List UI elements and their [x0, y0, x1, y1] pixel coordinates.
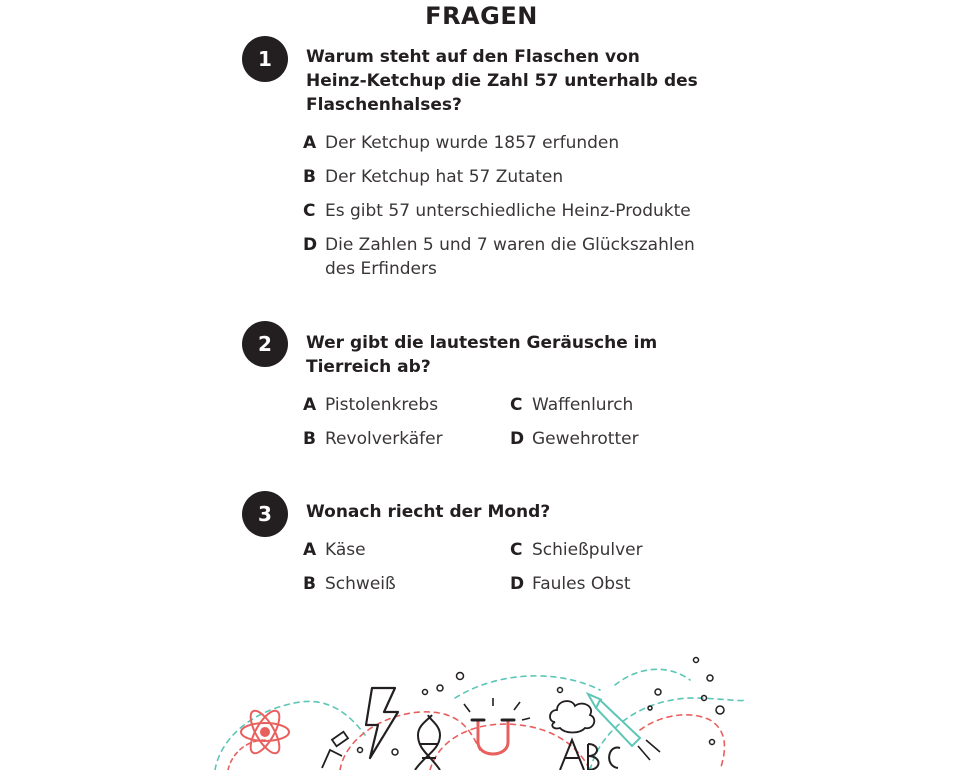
answer-option[interactable]: [303, 427, 443, 451]
answer-text: Die Zahlen 5 und 7 waren die Glückszahlen des Erfinders: [325, 235, 695, 279]
answer-text: Faules Obst: [532, 574, 631, 594]
answer-option[interactable]: [510, 393, 633, 417]
dashed-outline: [228, 740, 265, 770]
answer-text: Revolverkäfer: [325, 429, 443, 449]
question-number-badge: 3: [242, 491, 288, 537]
answer-option[interactable]: [510, 538, 643, 562]
answer-text: Schießpulver: [532, 540, 643, 560]
answer-text: Käse: [325, 540, 366, 560]
answer-text: Der Ketchup wurde 1857 erfunden: [325, 133, 620, 153]
answer-letter: D: [303, 235, 318, 255]
answer-option[interactable]: [303, 233, 715, 281]
question-text: Wonach riecht der Mond?: [306, 502, 551, 522]
answer-option[interactable]: [303, 393, 438, 417]
answer-option[interactable]: [303, 165, 715, 189]
answer-letter: A: [303, 540, 317, 560]
dashed-outline: [340, 712, 480, 770]
answer-letter: B: [303, 574, 316, 594]
question-text: Wer gibt die lautesten Geräusche im Tierreich ab?: [306, 333, 658, 377]
rocket-icon: [588, 694, 640, 746]
dashed-outline: [455, 676, 600, 698]
answer-text: Der Ketchup hat 57 Zutaten: [325, 167, 564, 187]
answer-letter: B: [303, 167, 316, 187]
lightning-icon: [366, 688, 398, 758]
atom-icon: [241, 707, 289, 758]
dna-icon: [415, 715, 440, 770]
answer-letter: D: [510, 574, 525, 594]
science-doodles: [0, 640, 963, 770]
answer-option[interactable]: [510, 572, 631, 596]
microscope-icon: [322, 732, 348, 768]
answer-text: Schweiß: [325, 574, 396, 594]
answer-letter: A: [303, 395, 317, 415]
answer-text: Gewehrotter: [532, 429, 639, 449]
question-number-badge: 1: [242, 36, 288, 82]
answer-letter: B: [303, 429, 316, 449]
answer-option[interactable]: [303, 538, 366, 562]
question-number-badge: 2: [242, 321, 288, 367]
answer-letter: A: [303, 133, 317, 153]
dashed-outline: [615, 669, 690, 685]
answer-option[interactable]: [303, 199, 715, 223]
cloud-icon: [550, 701, 594, 732]
answer-letter: D: [510, 429, 525, 449]
answer-text: Waffenlurch: [532, 395, 634, 415]
answer-letter: C: [510, 395, 523, 415]
answer-letter: C: [510, 540, 523, 560]
question-text: Warum steht auf den Flaschen von Heinz-Ketchup die Zahl 57 unterhalb des Flaschenhalses?: [306, 47, 698, 115]
answer-letter: C: [303, 201, 316, 221]
dashed-outline: [640, 715, 724, 770]
answer-option[interactable]: [510, 427, 639, 451]
answer-option[interactable]: [303, 131, 715, 155]
page-title: FRAGEN: [425, 2, 538, 30]
answer-option[interactable]: [303, 572, 396, 596]
answer-text: Es gibt 57 unterschiedliche Heinz-Produkte: [325, 201, 691, 221]
answer-text: Pistolenkrebs: [325, 395, 439, 415]
